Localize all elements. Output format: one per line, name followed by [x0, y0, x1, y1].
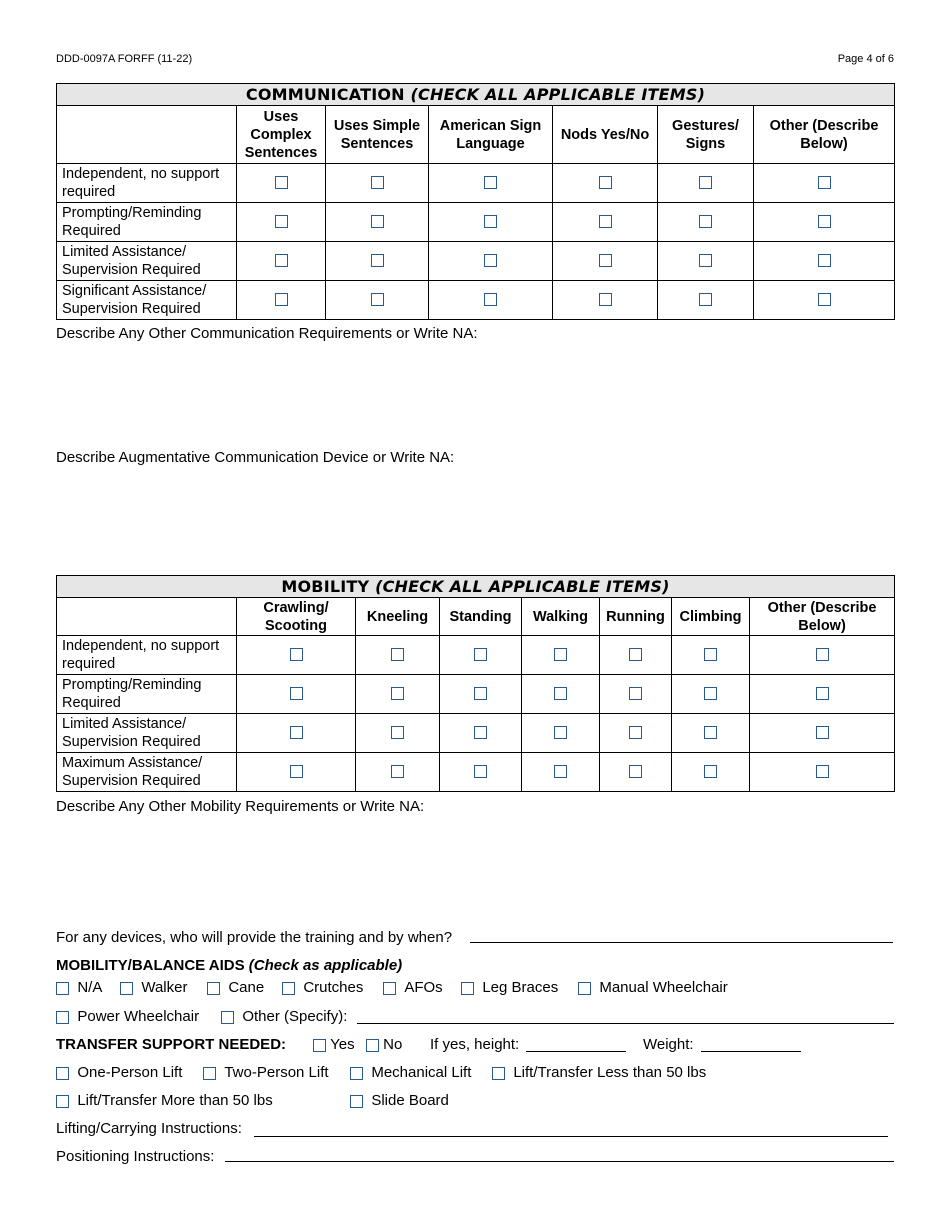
transfer-heading: TRANSFER SUPPORT NEEDED: [56, 1036, 287, 1053]
checkbox[interactable] [391, 765, 404, 778]
checkbox[interactable] [350, 1067, 363, 1080]
checkbox[interactable] [484, 293, 497, 306]
checkbox[interactable] [371, 176, 384, 189]
row-label: Independent, no support required [57, 636, 237, 675]
row-label: Prompting/Reminding Required [57, 203, 237, 242]
checkbox[interactable] [629, 648, 642, 661]
table-row [57, 281, 895, 320]
positioning-label: Positioning Instructions: [56, 1148, 215, 1165]
checkbox[interactable] [599, 176, 612, 189]
checkbox[interactable] [313, 1039, 326, 1052]
checkbox[interactable] [818, 293, 831, 306]
checkbox[interactable] [391, 648, 404, 661]
transfer-option[interactable]: One-Person Lift [56, 1064, 182, 1081]
form-id: DDD-0097A FORFF (11-22) [56, 53, 193, 65]
table-row [57, 242, 895, 281]
checkbox[interactable] [554, 726, 567, 739]
col-header: Other (Describe Below) [754, 106, 895, 164]
height-label: If yes, height: [430, 1036, 520, 1053]
checkbox[interactable] [554, 687, 567, 700]
checkbox[interactable] [704, 687, 717, 700]
checkbox[interactable] [816, 687, 829, 700]
aids-heading: MOBILITY/BALANCE AIDS (Check as applicable) [56, 957, 403, 974]
checkbox[interactable] [816, 726, 829, 739]
col-header: Running [600, 598, 672, 636]
mobility-title: MOBILITY (CHECK ALL APPLICABLE ITEMS) [57, 576, 895, 598]
checkbox[interactable] [474, 765, 487, 778]
checkbox[interactable] [371, 293, 384, 306]
transfer-yes-option[interactable]: Yes [313, 1036, 355, 1053]
checkbox[interactable] [371, 215, 384, 228]
checkbox[interactable] [290, 648, 303, 661]
transfer-option[interactable]: Lift/Transfer Less than 50 lbs [492, 1064, 706, 1081]
checkbox[interactable] [599, 215, 612, 228]
col-header: Uses Simple Sentences [326, 106, 429, 164]
checkbox[interactable] [391, 726, 404, 739]
checkbox[interactable] [56, 1067, 69, 1080]
checkbox[interactable] [275, 176, 288, 189]
communication-table [56, 83, 895, 320]
checkbox[interactable] [629, 726, 642, 739]
aids-option[interactable]: Other (Specify): [221, 1008, 347, 1025]
checkbox[interactable] [629, 687, 642, 700]
checkbox[interactable] [282, 982, 295, 995]
checkbox[interactable] [207, 982, 220, 995]
aids-option[interactable]: Manual Wheelchair [578, 979, 728, 996]
checkbox[interactable] [290, 687, 303, 700]
checkbox[interactable] [275, 293, 288, 306]
checkbox[interactable] [484, 176, 497, 189]
checkbox[interactable] [492, 1067, 505, 1080]
checkbox[interactable] [599, 254, 612, 267]
checkbox[interactable] [699, 176, 712, 189]
row-label: Maximum Assistance/ Supervision Required [57, 753, 237, 792]
row-label: Limited Assistance/ Supervision Required [57, 242, 237, 281]
height-field[interactable] [526, 1051, 626, 1052]
checkbox[interactable] [56, 1095, 69, 1108]
checkbox[interactable] [704, 726, 717, 739]
checkbox[interactable] [366, 1039, 379, 1052]
mobility-describe-label: Describe Any Other Mobility Requirements or Write NA: [56, 798, 425, 815]
col-header: Walking [522, 598, 600, 636]
checkbox[interactable] [371, 254, 384, 267]
checkbox[interactable] [290, 765, 303, 778]
training-field[interactable] [470, 942, 893, 943]
col-header: Climbing [672, 598, 750, 636]
aids-option[interactable]: N/A [56, 979, 102, 996]
other-specify-field[interactable] [357, 1023, 894, 1024]
checkbox[interactable] [290, 726, 303, 739]
lifting-field[interactable] [254, 1136, 888, 1137]
checkbox[interactable] [704, 765, 717, 778]
table-row [57, 164, 895, 203]
checkbox[interactable] [275, 215, 288, 228]
checkbox[interactable] [818, 215, 831, 228]
table-row [57, 675, 895, 714]
checkbox[interactable] [221, 1011, 234, 1024]
communication-describe-label: Describe Any Other Communication Requirements or Write NA: [56, 325, 478, 342]
checkbox[interactable] [816, 765, 829, 778]
page-number: Page 4 of 6 [837, 53, 894, 65]
table-row [57, 636, 895, 675]
transfer-option[interactable]: Slide Board [350, 1092, 449, 1109]
transfer-option[interactable]: Two-Person Lift [203, 1064, 329, 1081]
transfer-option[interactable]: Lift/Transfer More than 50 lbs [56, 1092, 273, 1109]
transfer-no-option[interactable]: No [366, 1036, 402, 1053]
row-label: Prompting/Reminding Required [57, 675, 237, 714]
checkbox[interactable] [484, 215, 497, 228]
aids-option[interactable]: Leg Braces [461, 979, 558, 996]
checkbox[interactable] [599, 293, 612, 306]
checkbox[interactable] [816, 648, 829, 661]
checkbox[interactable] [474, 648, 487, 661]
checkbox[interactable] [474, 687, 487, 700]
aids-option[interactable]: Crutches [282, 979, 363, 996]
col-header: Nods Yes/No [553, 106, 658, 164]
row-label: Independent, no support required [57, 164, 237, 203]
weight-field[interactable] [701, 1051, 801, 1052]
checkbox[interactable] [818, 176, 831, 189]
checkbox[interactable] [699, 215, 712, 228]
checkbox[interactable] [120, 982, 133, 995]
aids-option[interactable]: Cane [207, 979, 264, 996]
checkbox[interactable] [56, 1011, 69, 1024]
col-header: Uses Complex Sentences [237, 106, 326, 164]
checkbox[interactable] [383, 982, 396, 995]
checkbox[interactable] [474, 726, 487, 739]
checkbox[interactable] [554, 648, 567, 661]
checkbox[interactable] [275, 254, 288, 267]
checkbox[interactable] [629, 765, 642, 778]
row-label: Limited Assistance/ Supervision Required [57, 714, 237, 753]
col-header: Standing [440, 598, 522, 636]
checkbox[interactable] [56, 982, 69, 995]
checkbox[interactable] [578, 982, 591, 995]
col-header: Crawling/ Scooting [237, 598, 356, 636]
transfer-option[interactable]: Mechanical Lift [350, 1064, 471, 1081]
col-header: Kneeling [356, 598, 440, 636]
lifting-label: Lifting/Carrying Instructions: [56, 1120, 242, 1137]
checkbox[interactable] [203, 1067, 216, 1080]
col-header: Other (Describe Below) [750, 598, 895, 636]
checkbox[interactable] [554, 765, 567, 778]
aids-option[interactable]: Power Wheelchair [56, 1008, 199, 1025]
col-header: American Sign Language [429, 106, 553, 164]
checkbox[interactable] [699, 293, 712, 306]
weight-label: Weight: [643, 1036, 694, 1053]
checkbox[interactable] [818, 254, 831, 267]
checkbox[interactable] [391, 687, 404, 700]
table-row [57, 714, 895, 753]
table-row [57, 753, 895, 792]
checkbox[interactable] [350, 1095, 363, 1108]
communication-title: COMMUNICATION (CHECK ALL APPLICABLE ITEMS) [57, 84, 895, 106]
checkbox[interactable] [484, 254, 497, 267]
row-label: Significant Assistance/ Supervision Required [57, 281, 237, 320]
col-header: Gestures/ Signs [658, 106, 754, 164]
mobility-table [56, 575, 895, 792]
training-label: For any devices, who will provide the training and by when? [56, 929, 453, 946]
checkbox[interactable] [461, 982, 474, 995]
checkbox[interactable] [704, 648, 717, 661]
table-row [57, 203, 895, 242]
aids-option[interactable]: Walker [120, 979, 187, 996]
device-describe-label: Describe Augmentative Communication Device or Write NA: [56, 449, 455, 466]
checkbox[interactable] [699, 254, 712, 267]
positioning-field[interactable] [225, 1161, 894, 1162]
aids-option[interactable]: AFOs [383, 979, 443, 996]
